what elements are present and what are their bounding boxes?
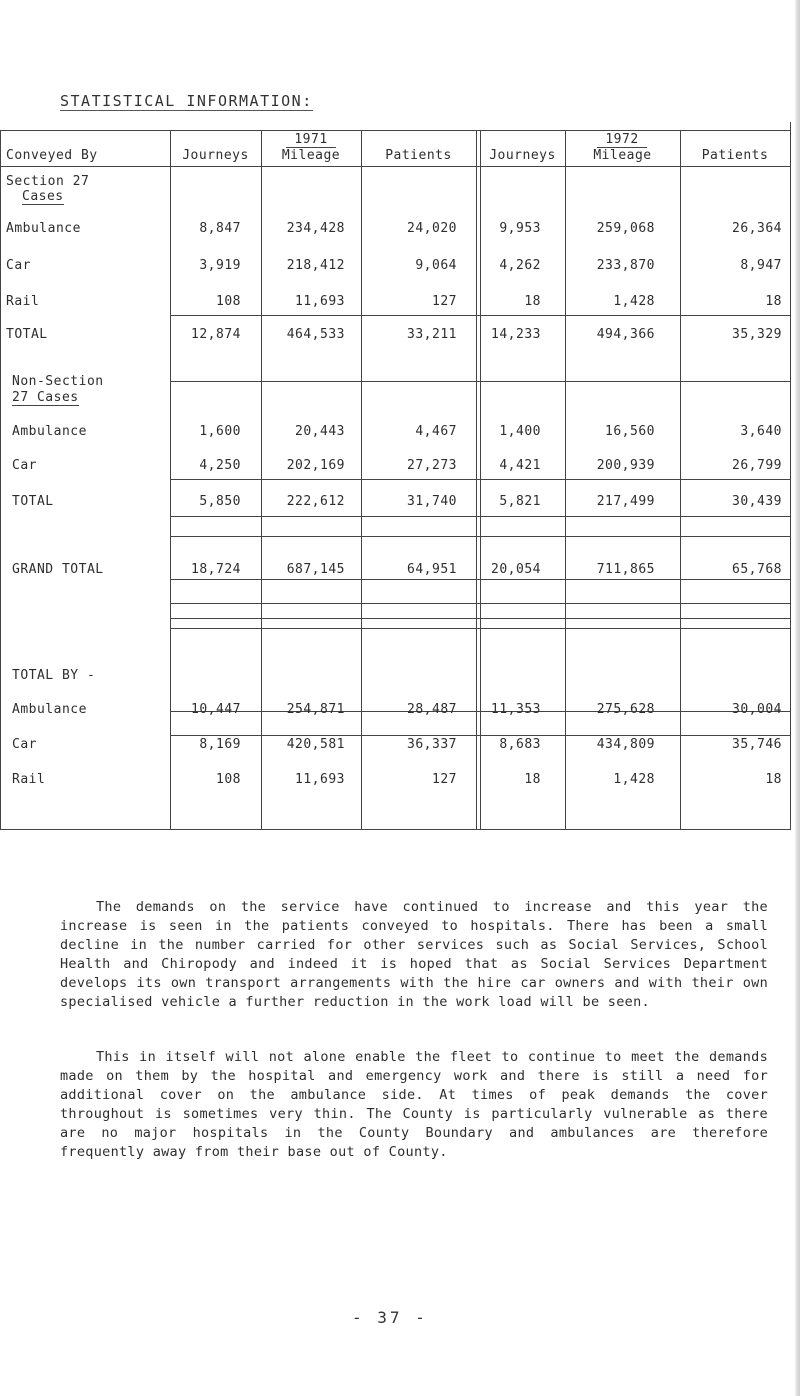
- non-section-cases-label: 27 Cases: [12, 390, 79, 405]
- table-cell: 28,487: [407, 702, 457, 717]
- table-cell: 275,628: [596, 702, 655, 717]
- non-section-label: Non-Section: [12, 374, 104, 389]
- row-label: Rail: [6, 294, 40, 309]
- table-cell: 18,724: [191, 562, 241, 577]
- row-label: Car: [6, 258, 31, 273]
- rule-above-total-non27: [170, 479, 790, 480]
- rule-above-total-by: [170, 735, 790, 736]
- table-cell: 4,262: [499, 258, 541, 273]
- table-cell: 30,004: [732, 702, 782, 717]
- table-cell: 10,447: [191, 702, 241, 717]
- table-cell: 202,169: [286, 458, 345, 473]
- table-cell: 65,768: [732, 562, 782, 577]
- table-cell: 259,068: [596, 221, 655, 236]
- table-cell: 8,169: [199, 737, 241, 752]
- row-label: GRAND TOTAL: [12, 562, 104, 577]
- table-cell: 36,337: [407, 737, 457, 752]
- header-patients-1972: Patients: [701, 148, 769, 163]
- section-27-label: Section 27: [6, 174, 90, 189]
- table-cell: 434,809: [596, 737, 655, 752]
- header-mileage-1972: Mileage: [593, 148, 652, 163]
- col-divider-4a: [476, 130, 477, 830]
- table-cell: 254,871: [286, 702, 345, 717]
- table-cell: 35,746: [732, 737, 782, 752]
- table-cell: 127: [432, 294, 457, 309]
- table-cell: 494,366: [596, 327, 655, 342]
- rule-above-total-s27: [170, 315, 790, 316]
- rule-below-total-non27: [170, 516, 790, 517]
- table-cell: 12,874: [191, 327, 241, 342]
- header-year-1971: 1971: [286, 132, 336, 148]
- header-conveyed-by: Conveyed By: [6, 148, 98, 163]
- table-cell: 9,953: [499, 221, 541, 236]
- table-cell: 11,693: [295, 294, 345, 309]
- row-label: Rail: [12, 772, 46, 787]
- table-cell: 18: [765, 294, 782, 309]
- header-patients-1971: Patients: [385, 148, 452, 163]
- table-bottom-rule: [0, 829, 790, 830]
- rule-above-grand-total: [170, 536, 790, 537]
- table-cell: 5,850: [199, 494, 241, 509]
- table-cell: 711,865: [596, 562, 655, 577]
- paragraph-1: The demands on the service have continued to increase and this year the increase is seen in the patients conveyed to hospitals. There has been a small decline in the number carried for other services such as Social Services, School Health and Chiropody and indeed it is hoped that as Social Services Department develops its own transport arrangements with the hire car owners and with their own specialised vehicle a further reduction in the work load will be seen.: [60, 899, 768, 1010]
- right-border: [790, 122, 791, 830]
- table-cell: 4,467: [415, 424, 457, 439]
- table-cell: 30,439: [732, 494, 782, 509]
- table-cell: 1,600: [199, 424, 241, 439]
- row-label: Ambulance: [12, 424, 87, 439]
- table-cell: 24,020: [407, 221, 457, 236]
- table-cell: 33,211: [407, 327, 457, 342]
- table-cell: 1,428: [613, 772, 655, 787]
- table-cell: 4,421: [499, 458, 541, 473]
- row-label: TOTAL: [12, 494, 54, 509]
- table-cell: 420,581: [286, 737, 345, 752]
- table-cell: 14,233: [491, 327, 541, 342]
- table-cell: 27,273: [407, 458, 457, 473]
- table-cell: 5,821: [499, 494, 541, 509]
- rule-above-total-1: [170, 381, 790, 382]
- scan-edge-shadow: [794, 0, 800, 1396]
- table-cell: 8,847: [199, 221, 241, 236]
- rule-below-total-2: [170, 628, 790, 629]
- table-cell: 20,054: [491, 562, 541, 577]
- table-cell: 18: [524, 294, 541, 309]
- table-cell: 234,428: [286, 221, 345, 236]
- page-heading: STATISTICAL INFORMATION:: [60, 92, 313, 110]
- header-journeys-1971: Journeys: [182, 148, 249, 163]
- rule-below-grand: [170, 603, 790, 604]
- paragraph-2: This in itself will not alone enable the fleet to continue to meet the demands made on them by the hospital and emergency work and there is still a need for additional cover on the ambulance side. At times of peak demands the cover throughout is sometimes very thin. The County is particularly vulnerable as there are no major hospitals in the County Boundary and ambulances are therefore frequently away from their base out of County.: [60, 1049, 768, 1160]
- header-bottom-rule: [0, 166, 790, 167]
- table-cell: 1,400: [499, 424, 541, 439]
- table-cell: 26,799: [732, 458, 782, 473]
- left-border: [0, 130, 1, 830]
- table-cell: 64,951: [407, 562, 457, 577]
- page-number: - 37 -: [352, 1308, 428, 1327]
- header-journeys-1972: Journeys: [489, 148, 556, 163]
- table-cell: 687,145: [286, 562, 345, 577]
- table-cell: 218,412: [286, 258, 345, 273]
- table-cell: 18: [524, 772, 541, 787]
- table-cell: 464,533: [286, 327, 345, 342]
- row-label: Ambulance: [12, 702, 87, 717]
- table-cell: 3,640: [740, 424, 782, 439]
- table-cell: 11,353: [491, 702, 541, 717]
- table-cell: 4,250: [199, 458, 241, 473]
- table-cell: 20,443: [295, 424, 345, 439]
- table-cell: 217,499: [596, 494, 655, 509]
- section-27-cases-label: Cases: [22, 189, 64, 204]
- header-year-1972: 1972: [597, 132, 647, 148]
- table-cell: 200,939: [596, 458, 655, 473]
- row-label: Car: [12, 458, 37, 473]
- table-cell: 127: [432, 772, 457, 787]
- table-cell: 108: [216, 772, 241, 787]
- table-cell: 11,693: [295, 772, 345, 787]
- table-cell: 16,560: [605, 424, 655, 439]
- table-cell: 31,740: [407, 494, 457, 509]
- statistics-table: [0, 122, 800, 922]
- table-cell: 18: [765, 772, 782, 787]
- table-cell: 8,947: [740, 258, 782, 273]
- rule-above-total-by-block: [170, 618, 790, 619]
- rule-above-total-2: [170, 579, 790, 580]
- row-label: Car: [12, 737, 37, 752]
- table-cell: 26,364: [732, 221, 782, 236]
- table-cell: 3,919: [199, 258, 241, 273]
- table-top-rule: [0, 130, 790, 131]
- row-label: TOTAL: [6, 327, 48, 342]
- table-cell: 222,612: [286, 494, 345, 509]
- table-cell: 108: [216, 294, 241, 309]
- table-cell: 1,428: [613, 294, 655, 309]
- row-label: TOTAL BY -: [12, 668, 96, 683]
- row-label: Ambulance: [6, 221, 81, 236]
- table-cell: 8,683: [499, 737, 541, 752]
- table-cell: 9,064: [415, 258, 457, 273]
- table-cell: 35,329: [732, 327, 782, 342]
- header-mileage-1971: Mileage: [281, 148, 341, 163]
- table-cell: 233,870: [596, 258, 655, 273]
